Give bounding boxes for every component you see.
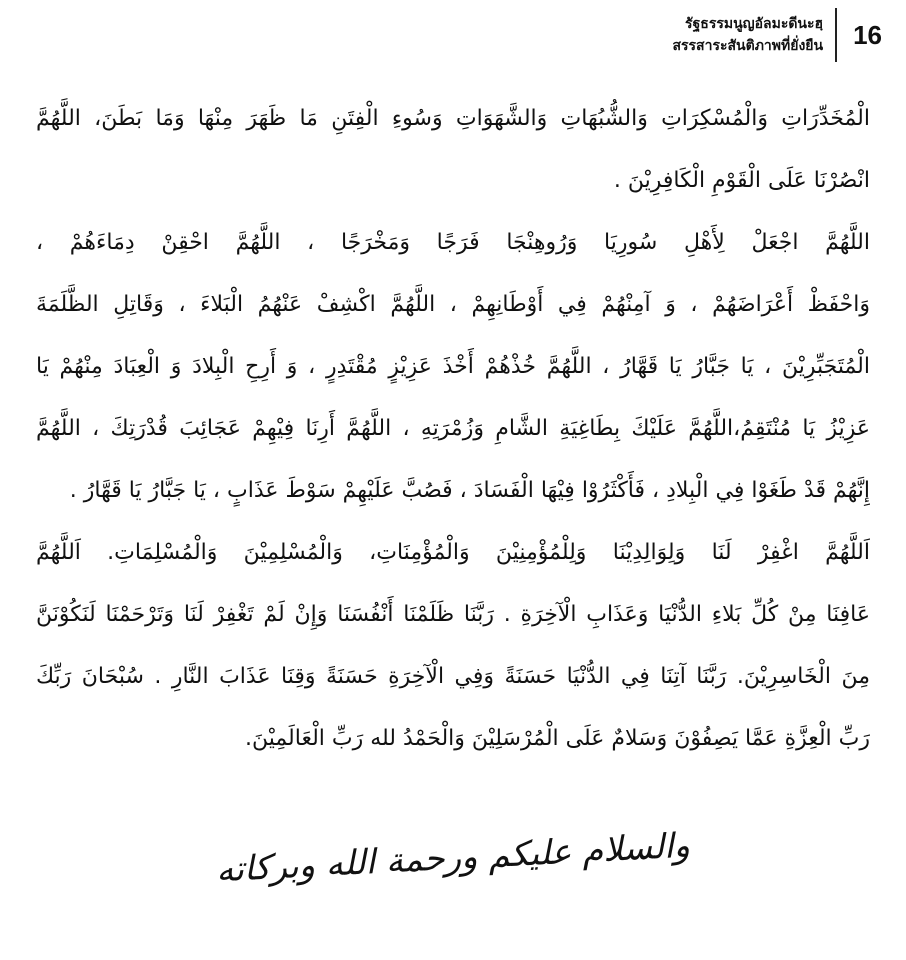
closing-salutation: والسلام عليكم ورحمة الله وبركاته — [215, 825, 691, 891]
text-line: رَبِّ الْعِزَّةِ عَمَّا يَصِفُوْنَ وَسَلامٌ عَلَى الْمُرْسَلِيْنَ وَالْحَمْدُ لله رَبِّ الْعَالَمِيْنَ. — [244, 726, 870, 751]
text-line: الْمُتَجَبِّرِيْنَ ، يَا جَبَّارُ يَا قَهَّارُ ، اللَّهُمَّ خُذْهُمْ أَخْذَ عَزِيْزٍ مُقْتَدِرٍ ، وَ أَرِحِ الْبِلادَ وَ الْعِبَادَ مِنْهُمْ يَا — [36, 354, 870, 379]
text-line: عَافِنَا مِنْ كُلِّ بَلاءِ الدُّنْيَا وَعَذَابِ الْآخِرَةِ . رَبَّنَا ظَلَمْنَا أَنْفُسَنَا وَإِنْ لَمْ تَغْفِرْ لَنَا وَتَرْحَمْنَا لَنَكُوْنَنَّ — [36, 602, 870, 627]
text-line: انْصُرْنَا عَلَى الْقَوْمِ الْكَافِرِيْنَ . — [613, 168, 870, 193]
text-line: اَللَّهُمَّ اغْفِرْ لَنَا وَلِوَالِدِيْنَا وَلِلْمُؤْمِنِيْنَ وَالْمُؤْمِنَاتِ، وَالْمُسْلِمِيْنَ وَالْمُسْلِمَاتِ. اَللَّهُمَّ — [36, 540, 870, 565]
page-number: 16 — [853, 19, 882, 50]
text-line: عَزِيْزُ يَا مُنْتَقِمُ،اللَّهُمَّ عَلَيْكَ بِطَاغِيَةِ الشَّامِ وَزُمْرَتِهِ ، اللَّهُمَّ أَرِنَا فِيْهِمْ عَجَائِبَ قُدْرَتِكَ ، اللَّهُمَّ — [36, 416, 870, 441]
text-line: إِنَّهُمْ قَدْ طَغَوْا فِي الْبِلادِ ، فَأَكْثَرُوْا فِيْهَا الْفَسَادَ ، فَصُبَّ عَلَيْهِمْ سَوْطَ عَذَابٍ ، يَا جَبَّارُ يَا قَهَّارُ . — [69, 478, 870, 503]
chapter-title: สรรสาระสันติภาพที่ยั่งยืน — [672, 38, 824, 54]
header-titles — [672, 13, 835, 57]
paragraph-3 — [36, 522, 870, 770]
book-title: รัฐธรรมนูญอัลมะดีนะฮฺ — [685, 16, 824, 32]
text-line: مِنَ الْخَاسِرِيْنَ. رَبَّنَا آتِنَا فِي الدُّنْيَا حَسَنَةً وَفِي الْآخِرَةِ حَسَنَةً وَقِنَا عَذَابَ النَّارِ . سُبْحَانَ رَبِّكَ — [36, 664, 870, 689]
text-line: الْمُخَدِّرَاتِ وَالْمُسْكِرَاتِ وَالشُّبُهَاتِ وَالشَّهَوَاتِ وَسُوءِ الْفِتَنِ مَا ظَهَرَ مِنْهَا وَمَا بَطَنَ، اللَّهُمَّ — [36, 106, 870, 131]
paragraph-1 — [36, 88, 870, 212]
paragraph-2 — [36, 212, 870, 522]
arabic-supplication-text — [36, 88, 870, 770]
text-line: وَاحْفَظْ أَعْرَاضَهُمْ ، وَ آمِنْهُمْ فِي أَوْطَانِهِمْ ، اللَّهُمَّ اكْشِفْ عَنْهُمُ الْبَلاءَ ، وَقَاتِلِ الظَّلَمَةَ — [36, 292, 870, 317]
text-line: اللَّهُمَّ اجْعَلْ لِأَهْلِ سُورِيَا وَرُوهِنْجَا فَرَجًا وَمَخْرَجًا ، اللَّهُمَّ احْقِنْ دِمَاءَهُمْ ، — [36, 230, 870, 255]
page-header — [672, 6, 884, 64]
